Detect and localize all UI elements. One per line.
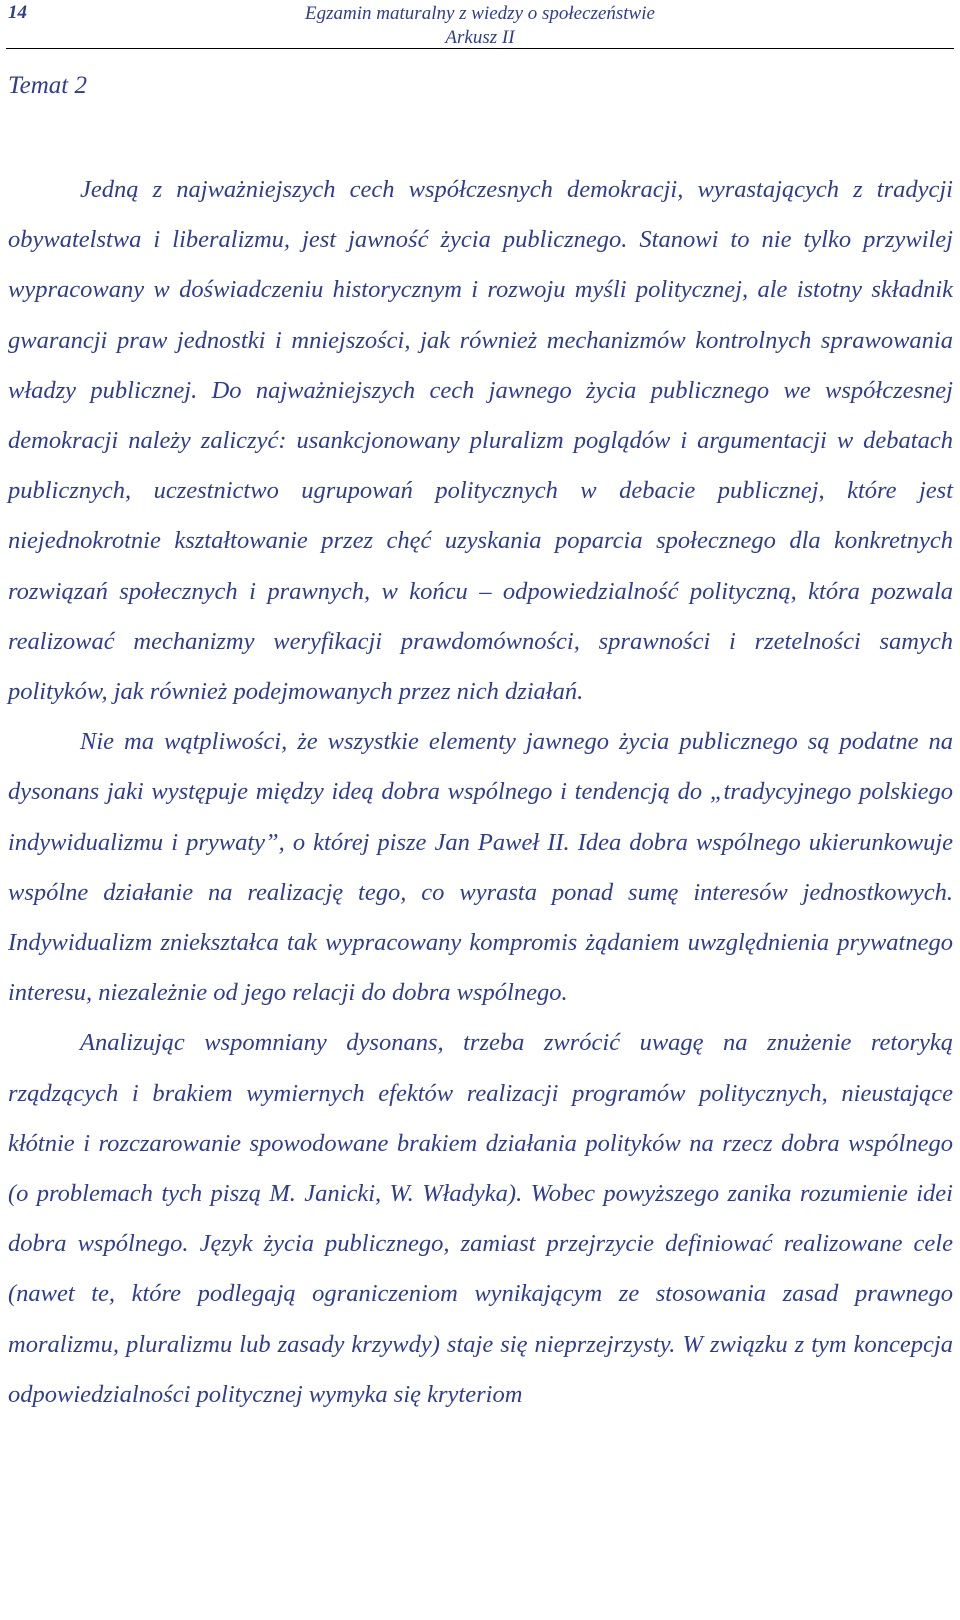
header-title-line2: Arkusz II (445, 27, 515, 48)
essay-paragraph-3: Analizując wspomniany dysonans, trzeba zwrócić uwagę na znużenie retoryką rządzących i brakiem wymiernych efektów realizacji programów politycznych, nieustające kłótnie i rozczarowanie spowodowane brakiem działania polityków na rzecz dobra wspólnego (o problemach tych piszą M. Janicki, W. Władyka). Wobec powyższego zanika rozumienie idei dobra wspólnego. Język życia publicznego, zamiast przejrzycie definiować realizowane cele (nawet te, które podlegają ograniczeniom wynikającym ze stosowania zasad prawnego moralizmu, pluralizmu lub zasady krzywdy) staje się nieprzejrzysty. W związku z tym koncepcja odpowiedzialności politycznej wymyka się kryteriom (8, 1029, 953, 1408)
essay-body (8, 165, 953, 1420)
essay-paragraph-2: Nie ma wątpliwości, że wszystkie elementy jawnego życia publicznego są podatne na dysonans jaki występuje między ideą dobra wspólnego i tendencją do „tradycyjnego polskiego indywidualizmu i prywaty”, o której pisze Jan Paweł II. Idea dobra wspólnego ukierunkowuje wspólne działanie na realizację tego, co wyrasta ponad sumę interesów jednostkowych. Indywidualizm zniekształca tak wypracowany kompromis żądaniem uwzględnienia prywatnego interesu, niezależnie od jego relacji do dobra wspólnego. (8, 728, 953, 1007)
topic-heading: Temat 2 (8, 72, 87, 99)
header-title-line1: Egzamin maturalny z wiedzy o społeczeństwie (305, 3, 655, 24)
essay-paragraph-1: Jedną z najważniejszych cech współczesnych demokracji, wyrastających z tradycji obywatelstwa i liberalizmu, jest jawność życia publicznego. Stanowi to nie tylko przywilej wypracowany w doświadczeniu historycznym i rozwoju myśli politycznej, ale istotny składnik gwarancji praw jednostki i mniejszości, jak również mechanizmów kontrolnych sprawowania władzy publicznej. Do najważniejszych cech jawnego życia publicznego we współczesnej demokracji należy zaliczyć: usankcjonowany pluralizm poglądów i argumentacji w debatach publicznych, uczestnictwo ugrupowań politycznych w debacie publicznej, które jest niejednokrotnie kształtowanie przez chęć uzyskania poparcia społecznego dla konkretnych rozwiązań społecznych i prawnych, w końcu – odpowiedzialność polityczną, która pozwala realizować mechanizmy weryfikacji prawdomówności, sprawności i rzetelności samych polityków, jak również podejmowanych przez nich działań. (8, 176, 953, 706)
page-number: 14 (8, 2, 27, 23)
header-title (6, 2, 954, 50)
page-header (6, 0, 954, 49)
